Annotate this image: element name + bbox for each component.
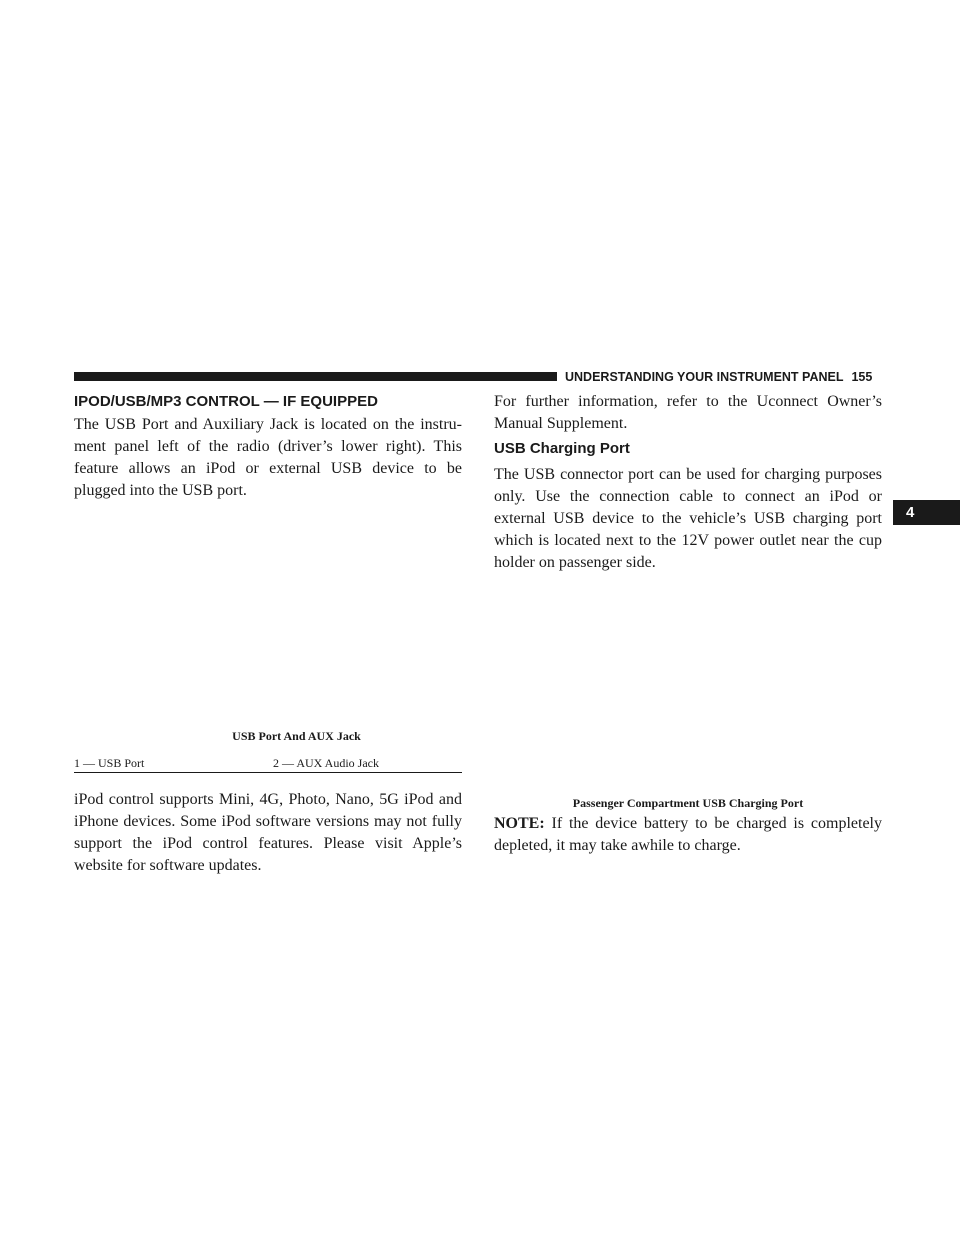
text-line: holder on passenger side. [494, 554, 656, 571]
text-line: Manual Supplement. [494, 415, 628, 432]
note-label: NOTE: [494, 815, 545, 832]
text-line [494, 813, 882, 835]
text-line: The USB connector port can be used for charging purposes [494, 466, 882, 483]
text-line: ment panel left of the radio (driver’s lower right). This [74, 438, 462, 455]
note-paragraph [494, 813, 882, 857]
text-line: support the iPod control features. Please visit Apple’s [74, 835, 462, 852]
figure-usb-charging-image [494, 578, 882, 788]
text-line: plugged into the USB port. [74, 482, 247, 499]
running-header [565, 369, 885, 385]
text-line: which is located next to the 12V power outlet near the cup [494, 532, 882, 549]
header-rule [74, 372, 557, 381]
chapter-tab: 4 [893, 500, 960, 525]
figure-caption: USB Port And AUX Jack [232, 729, 361, 743]
figure-caption: Passenger Compartment USB Charging Port [572, 796, 804, 810]
text-line: The USB Port and Auxiliary Jack is located on the instru- [74, 416, 462, 433]
text-line: iPhone devices. Some iPod software versions may not fully [74, 813, 462, 830]
text-line: feature allows an iPod or external USB device to be [74, 460, 462, 477]
figure-usb-aux-image [74, 505, 462, 720]
usb-charging-paragraph [494, 464, 882, 574]
text-line: only. Use the connection cable to connect an iPod or [494, 488, 882, 505]
further-info-paragraph [494, 391, 882, 435]
text-line: depleted, it may take awhile to charge. [494, 837, 741, 854]
figure-legend [74, 754, 462, 773]
page-number: 155 [851, 370, 873, 384]
intro-paragraph [74, 414, 462, 502]
text-line: website for software updates. [74, 857, 262, 874]
header-title: UNDERSTANDING YOUR INSTRUMENT PANEL [565, 370, 844, 384]
note-text: If the device battery to be charged is completely [551, 815, 882, 832]
text-line: For further information, refer to the Uconnect Owner’s [494, 393, 882, 410]
text-line: external USB device to the vehicle’s USB charging port [494, 510, 882, 527]
legend-item-aux-jack: 2 — AUX Audio Jack [273, 756, 379, 770]
legend-item-usb-port: 1 — USB Port [74, 756, 145, 770]
text-line: iPod control supports Mini, 4G, Photo, Nano, 5G iPod and [74, 791, 462, 808]
section-heading-usb-charging: USB Charging Port [494, 440, 630, 457]
ipod-support-paragraph [74, 789, 462, 877]
section-heading-ipod: IPOD/USB/MP3 CONTROL — IF EQUIPPED [74, 393, 378, 410]
